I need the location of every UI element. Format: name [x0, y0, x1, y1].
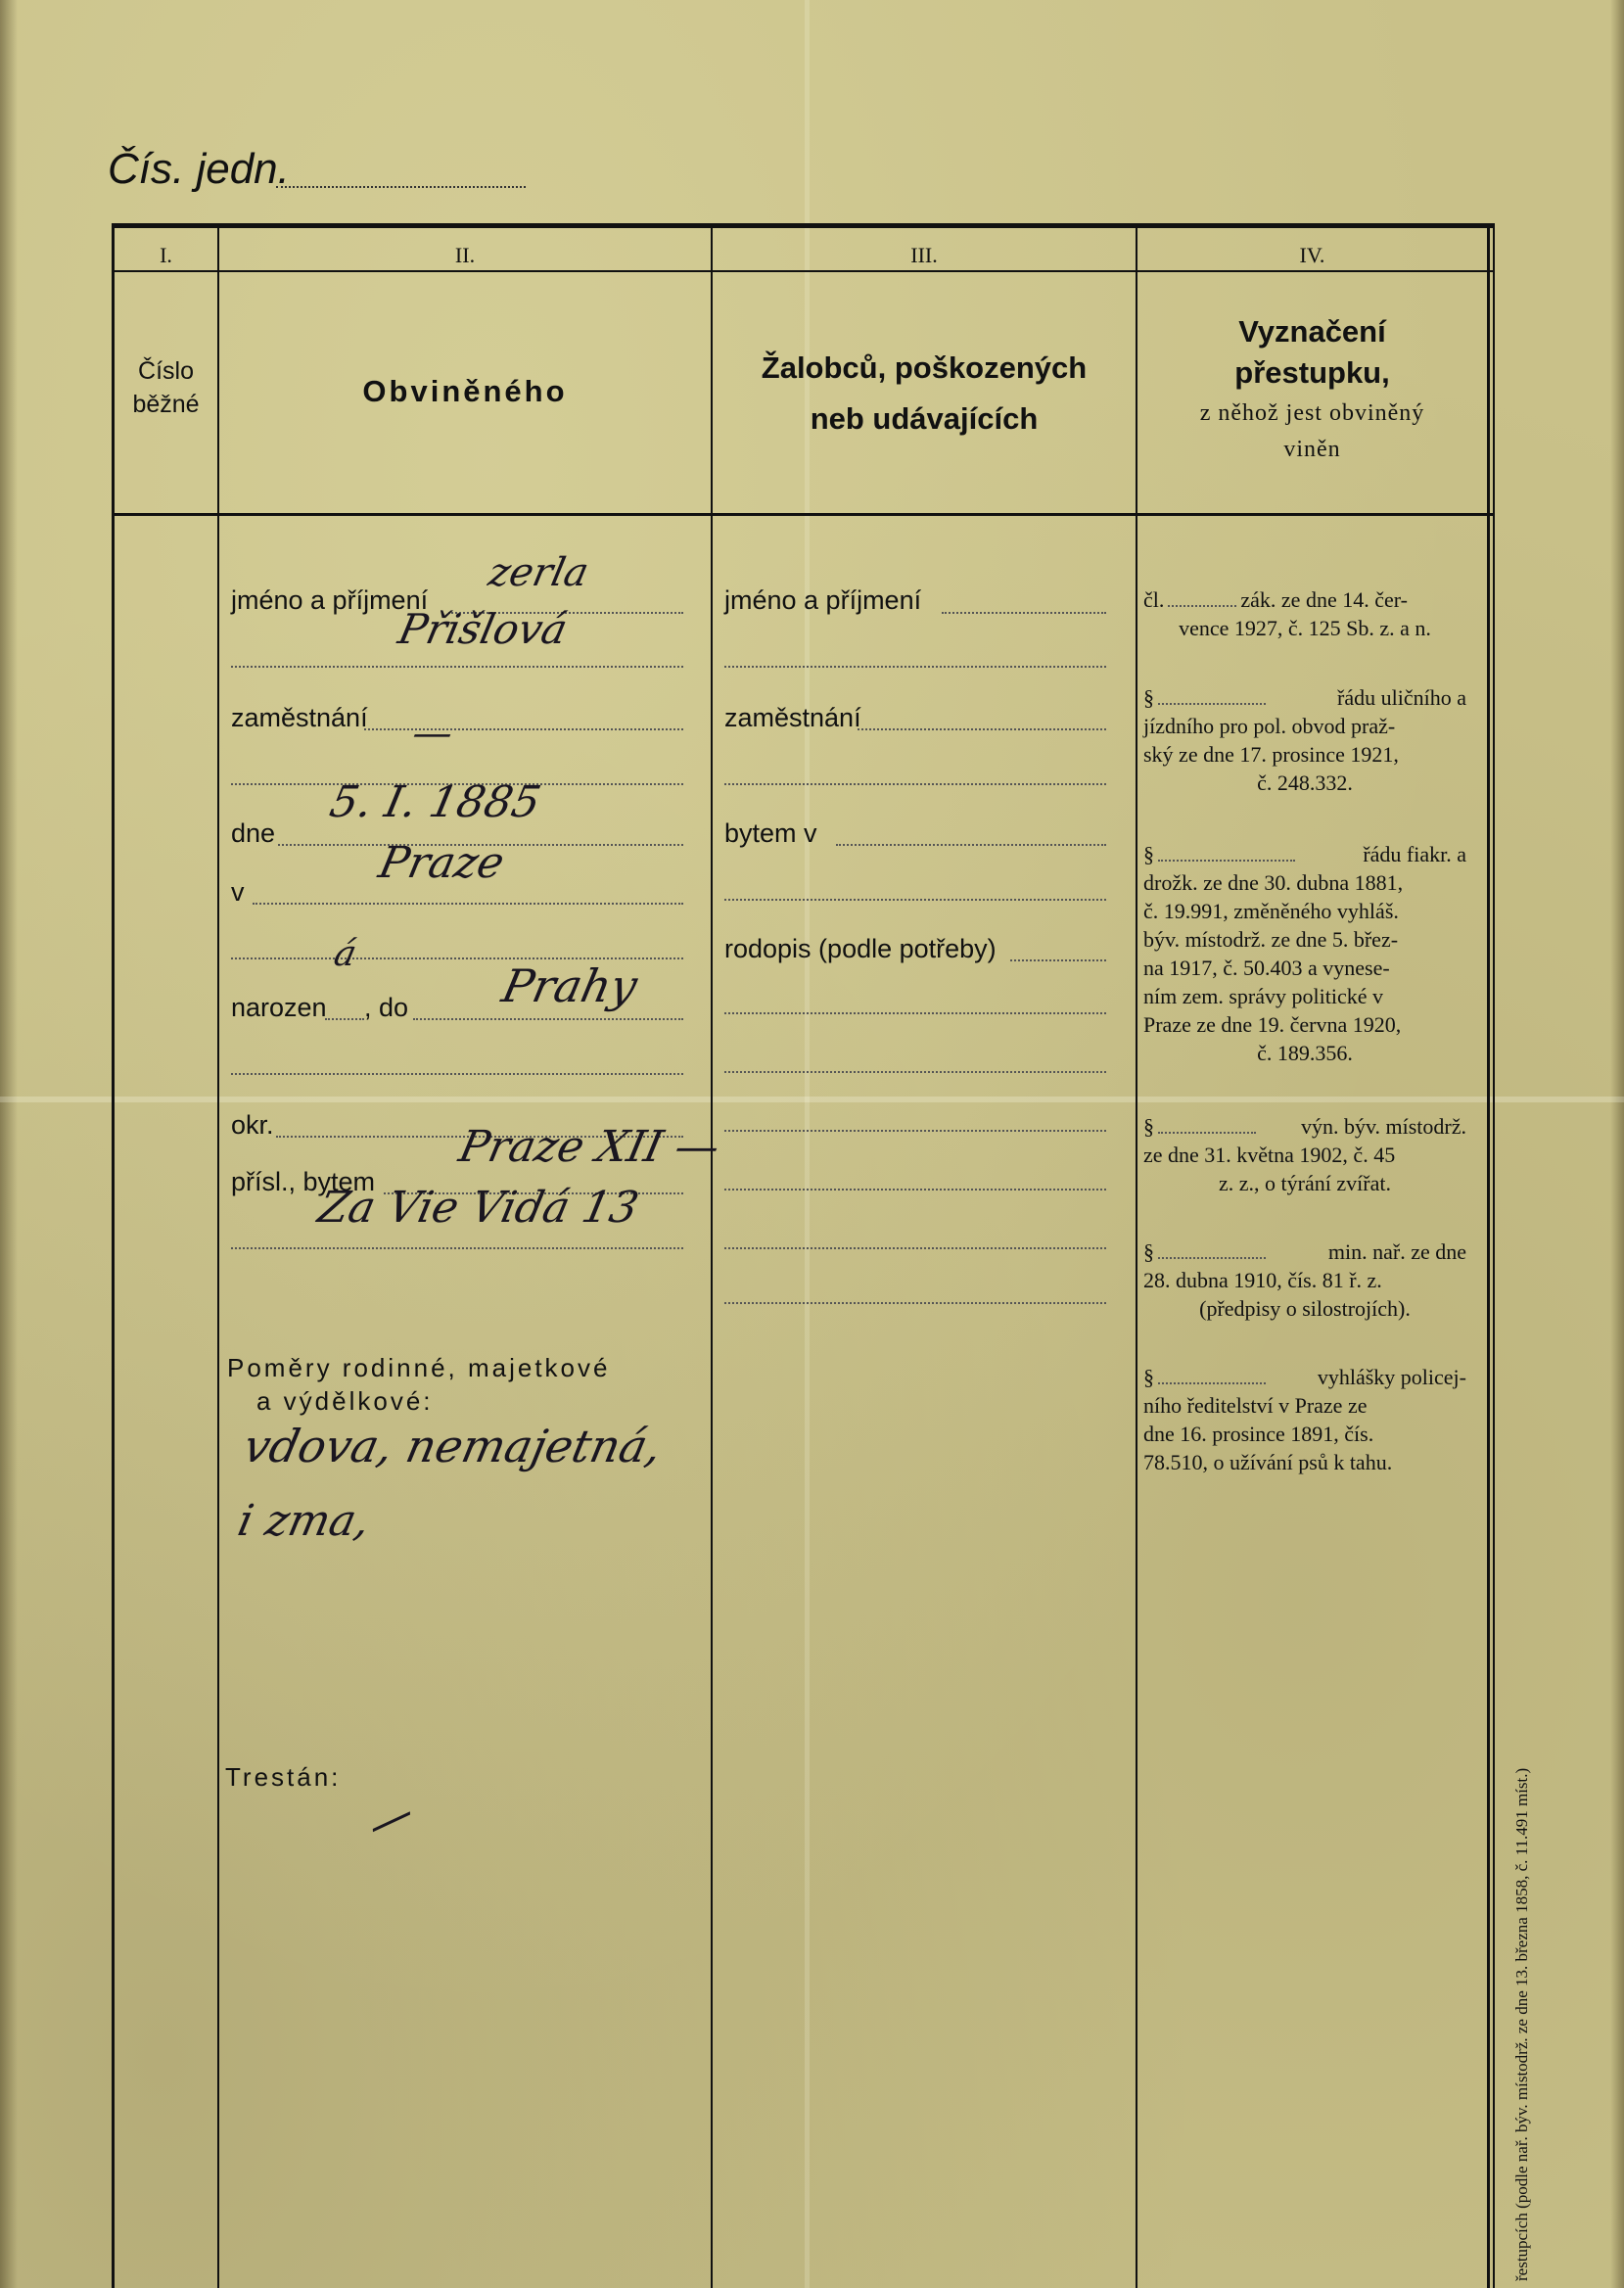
- header-bottom-border: [112, 513, 1495, 516]
- accused-name-label: jméno a příjmení: [231, 585, 429, 615]
- law-option-2[interactable]: § řádu uličního a jízdního pro pol. obvod praž- ský ze dne 17. prosince 1921, č. 248.332.: [1143, 685, 1466, 795]
- column-4-title: Vyznačení přestupku, z něhož jest obviněný viněn: [1199, 314, 1425, 462]
- accused-place-label: v: [231, 877, 245, 907]
- complainant-name-field[interactable]: [942, 612, 1106, 614]
- paper-fold-horizontal: [0, 1097, 1624, 1102]
- accused-occupation-label: zaměstnání: [231, 703, 368, 732]
- handwritten-district: Praze XII —: [454, 1122, 724, 1172]
- accused-occupation-field[interactable]: [364, 728, 683, 730]
- complainant-bio-field-7[interactable]: [724, 1302, 1106, 1304]
- table-top-border: [112, 223, 1495, 228]
- column-border-3: [711, 223, 713, 2288]
- complainant-residence-label: bytem v: [724, 818, 817, 848]
- complainant-bio-field-4[interactable]: [724, 1130, 1106, 1132]
- accused-place-field[interactable]: [253, 903, 683, 905]
- accused-residence-field-2[interactable]: [231, 1247, 683, 1249]
- law-option-1[interactable]: čl. zák. ze dne 14. čer- vence 1927, č. 125 Sb. z. a n.: [1143, 587, 1431, 640]
- handwritten-occupation: —: [408, 711, 457, 756]
- accused-date-label: dne: [231, 818, 276, 848]
- complainant-bio-field-3[interactable]: [724, 1071, 1106, 1073]
- reference-number-label: Čís. jedn.: [108, 145, 290, 193]
- complainant-bio-field-6[interactable]: [724, 1247, 1106, 1249]
- header-roman-divider: [112, 270, 1495, 272]
- complainant-name-field-2[interactable]: [724, 666, 1106, 668]
- complainant-occupation-field[interactable]: [858, 728, 1106, 730]
- law-option-5[interactable]: § min. nař. ze dne 28. dubna 1910, čís. 81 ř. z. (předpisy o silostrojích).: [1143, 1239, 1466, 1321]
- column-3-title: Žalobců, poškozených neb udávajících: [761, 350, 1088, 436]
- handwritten-birth-date: 5. I. 1885: [325, 777, 545, 827]
- column-1-title: Číslo běžné: [132, 357, 200, 418]
- column-border-4: [1136, 223, 1137, 2288]
- column-border-2: [217, 223, 219, 2288]
- accused-born-suffix-field[interactable]: [325, 1018, 364, 1020]
- column-2-title: Obviněného: [362, 374, 568, 408]
- complainant-bio-label: rodopis (podle potřeby): [724, 934, 997, 963]
- accused-name-field-2[interactable]: [231, 666, 683, 668]
- vertical-margin-note: řestupcích (podle nař. býv. místodrž. ze dne 13. března 1858, č. 11.491 míst.): [1512, 1767, 1531, 2281]
- accused-to-field[interactable]: [413, 1018, 683, 1020]
- handwritten-punished: —: [363, 1782, 418, 1854]
- handwritten-family-1: vdova, nemajetná,: [239, 1420, 668, 1472]
- handwritten-to-place: Prahy: [497, 959, 642, 1012]
- handwritten-birth-place: Praze: [374, 838, 509, 888]
- paper-edge-right: [1610, 0, 1624, 2288]
- column-3-number: III.: [910, 243, 938, 267]
- paper-edge-left: [0, 0, 18, 2288]
- handwritten-name-2: Přišlová: [394, 605, 573, 653]
- punished-label: Trestán:: [225, 1762, 342, 1792]
- reference-number-field[interactable]: [276, 186, 526, 188]
- complainant-residence-field-2[interactable]: [724, 899, 1106, 901]
- complainant-bio-field[interactable]: [1010, 959, 1106, 961]
- complainant-bio-field-2[interactable]: [724, 1012, 1106, 1014]
- family-conditions-label-2: a výdělkové:: [256, 1386, 434, 1416]
- column-1-number: I.: [160, 243, 172, 267]
- accused-born-label: narozen: [231, 993, 327, 1022]
- column-border-1: [112, 223, 115, 2288]
- handwritten-name-1: zerla: [485, 550, 593, 595]
- column-border-5: [1487, 223, 1490, 2288]
- law-option-3[interactable]: § řádu fiakr. a drožk. ze dne 30. dubna 1881, č. 19.991, změněného vyhláš. býv. místodrž. ze dne 5. břez- na 1917, č. 50.403 a vynese- ním zem. správy politické v Praze ze dne 19. června 1920, č. 189.356.: [1143, 842, 1466, 1065]
- column-2-number: II.: [454, 243, 476, 267]
- handwritten-residence: Za Vie Vidá 13: [313, 1183, 643, 1233]
- complainant-bio-field-5[interactable]: [724, 1189, 1106, 1191]
- law-option-6[interactable]: § vyhlášky policej- ního ředitelství v Praze ze dne 16. prosince 1891, čís. 78.510, o užívání psů k tahu.: [1143, 1365, 1466, 1474]
- accused-to-label: , do: [364, 993, 409, 1022]
- accused-residence-label: přísl., bytem: [231, 1167, 376, 1196]
- handwritten-born-suffix: á: [330, 934, 360, 974]
- complainant-name-label: jméno a příjmení: [724, 585, 922, 615]
- column-border-outer: [1493, 223, 1495, 2288]
- accused-to-field-2[interactable]: [231, 1073, 683, 1075]
- complainant-occupation-field-2[interactable]: [724, 783, 1106, 785]
- family-conditions-label: Poměry rodinné, majetkové: [227, 1353, 611, 1382]
- complainant-residence-field[interactable]: [836, 844, 1106, 846]
- complainant-occupation-label: zaměstnání: [724, 703, 861, 732]
- column-4-number: IV.: [1299, 243, 1325, 267]
- law-option-4[interactable]: § výn. býv. místodrž. ze dne 31. května 1902, č. 45 z. z., o týrání zvířat.: [1143, 1114, 1466, 1195]
- accused-district-label: okr.: [231, 1110, 274, 1140]
- handwritten-family-2: i zma,: [233, 1496, 375, 1546]
